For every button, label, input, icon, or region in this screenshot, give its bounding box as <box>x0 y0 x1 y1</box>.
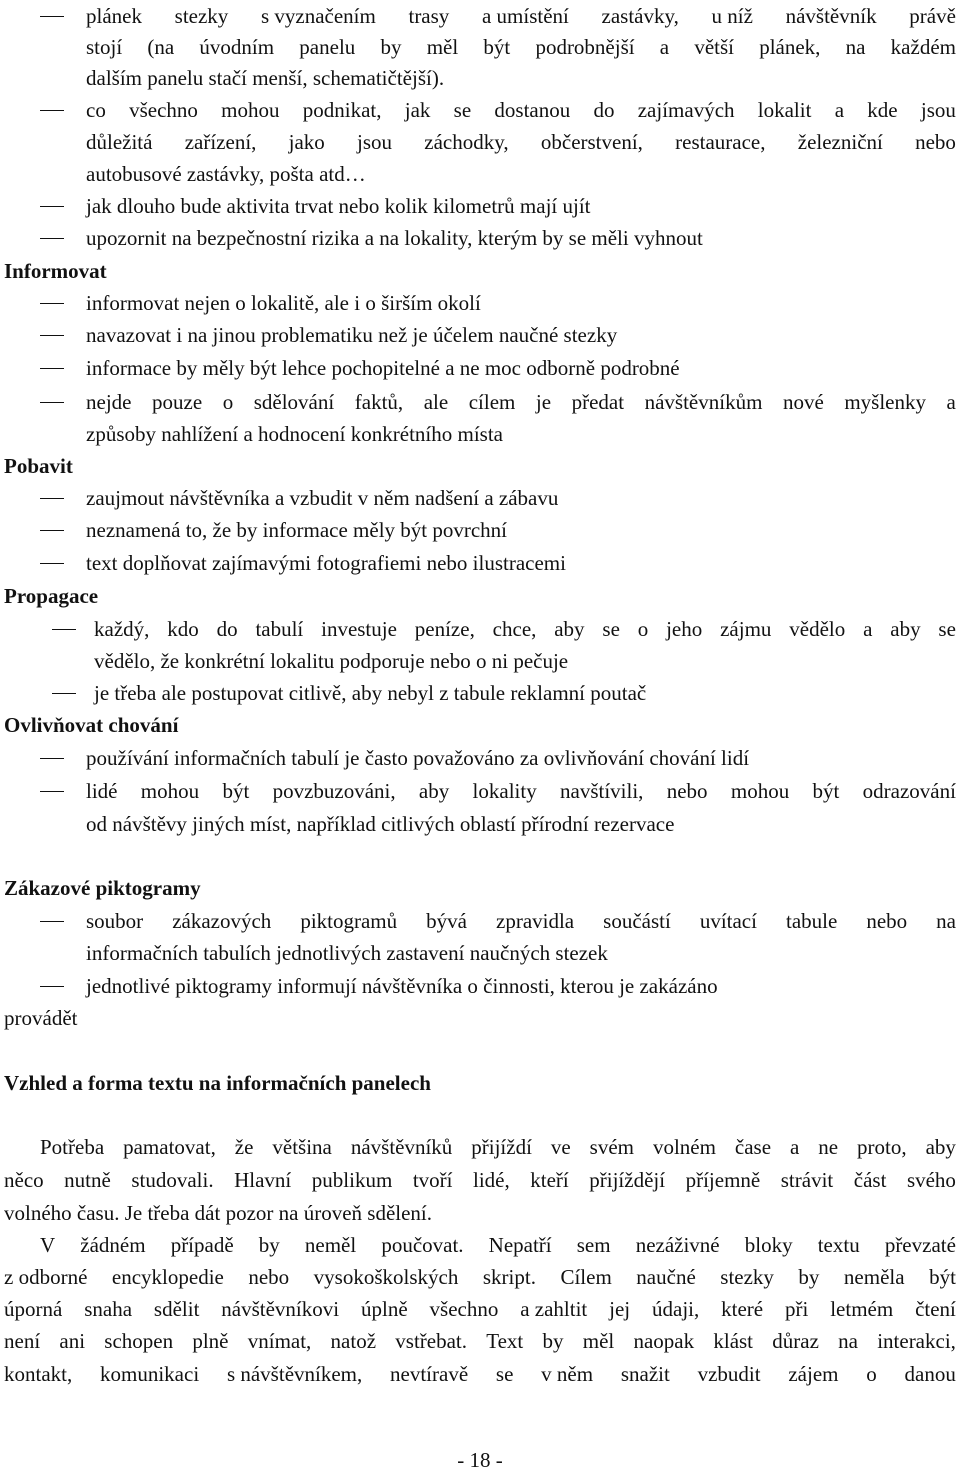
word: být <box>483 35 511 59</box>
word: (na <box>147 35 175 59</box>
word: něco <box>4 1168 44 1192</box>
word: bývá <box>426 909 467 933</box>
justified-line <box>94 613 956 645</box>
word: jej <box>609 1297 631 1321</box>
list-item-text: jak dlouho bude aktivita trvat nebo kolik kilometrů mají ujít <box>86 194 591 218</box>
word: kde <box>867 98 898 122</box>
word: nebo <box>915 130 956 154</box>
word: povzbuzováni, <box>272 779 396 803</box>
word: z odborné <box>4 1265 88 1289</box>
list-item-text: text doplňovat zajímavými fotografiemi nebo ilustracemi <box>86 551 566 575</box>
word: podrobnější <box>535 35 635 59</box>
dash-bullet-icon <box>40 970 64 1002</box>
paragraph-line <box>0 1261 960 1293</box>
list-item <box>0 677 960 709</box>
dash-bullet-icon <box>40 94 64 126</box>
word: zajímavých <box>637 98 735 122</box>
word: stezky <box>174 4 229 28</box>
word: lokalit <box>757 98 812 122</box>
word: Cílem <box>560 1265 612 1289</box>
paragraph-text: volného času. Je třeba dát pozor na úroveň sdělení. <box>4 1201 433 1225</box>
word: komunikaci <box>100 1362 200 1386</box>
word: zákazových <box>172 909 272 933</box>
word: jsou <box>357 130 393 154</box>
justified-line <box>86 386 956 418</box>
word: stojí <box>86 35 123 59</box>
word: myšlenky <box>844 390 926 414</box>
list-item-continuation <box>0 808 960 840</box>
word: a <box>834 98 845 122</box>
word: skript. <box>482 1265 536 1289</box>
word: o <box>637 617 649 641</box>
word: nezáživné <box>635 1233 720 1257</box>
word: je <box>535 390 552 414</box>
list-item-text: informovat nejen o lokalitě, ale i o širším okolí <box>86 291 481 315</box>
list-item <box>0 222 960 254</box>
word: na <box>838 1329 858 1353</box>
dash-bullet-icon <box>40 514 64 546</box>
word: neměl <box>304 1233 357 1257</box>
word: soubor <box>86 909 144 933</box>
list-item-text: od návštěvy jiných míst, například citlivých oblastí přírodní rezervace <box>86 812 675 836</box>
word: zájmu <box>720 617 772 641</box>
list-item-continuation <box>0 62 960 94</box>
list-item-text: dalším panelu stačí menší, schematičtější). <box>86 66 445 90</box>
list-item-text: upozornit na bezpečnostní rizika a na lokality, kterým by se měli vyhnout <box>86 226 703 250</box>
word: uvítací <box>699 909 757 933</box>
word: neměla <box>843 1265 905 1289</box>
list-item <box>0 547 960 579</box>
word: jsou <box>920 98 956 122</box>
dash-bullet-icon <box>40 0 64 32</box>
paragraph-line <box>0 1293 960 1325</box>
word: do <box>593 98 615 122</box>
word: Hlavní <box>234 1168 292 1192</box>
word: návštěvníkům <box>644 390 763 414</box>
word: natož <box>330 1329 377 1353</box>
list-item-text: způsoby nahlížení a hodnocení konkrétního místa <box>86 422 503 446</box>
word: ve <box>550 1135 571 1159</box>
section-heading <box>0 580 960 612</box>
list-item <box>0 0 960 32</box>
list-item <box>0 94 960 126</box>
word: údaji, <box>652 1297 700 1321</box>
word: být <box>222 779 250 803</box>
page-number: - 18 - <box>457 1448 503 1472</box>
word: dostanou <box>494 98 571 122</box>
word: tabule <box>785 909 838 933</box>
word: není <box>4 1329 41 1353</box>
word: zpravidla <box>496 909 575 933</box>
list-item <box>0 970 960 1002</box>
section-heading <box>0 450 960 482</box>
word: část <box>853 1168 887 1192</box>
dash-bullet-icon <box>40 905 64 937</box>
dash-bullet-icon <box>52 677 76 709</box>
word: aby <box>418 779 450 803</box>
justified-line <box>86 94 956 126</box>
justified-line <box>86 775 956 807</box>
dash-bullet-icon <box>40 222 64 254</box>
justified-line <box>4 1261 956 1293</box>
section-heading <box>0 255 960 287</box>
section-heading <box>0 709 960 741</box>
word: svého <box>906 1168 956 1192</box>
word: lidé, <box>473 1168 510 1192</box>
heading-ovlivnovat: Ovlivňovat chování <box>4 713 179 737</box>
justified-line <box>4 1293 956 1325</box>
word: poučovat. <box>381 1233 464 1257</box>
word: úvodním <box>199 35 275 59</box>
dash-bullet-icon <box>40 386 64 418</box>
word: vědělo <box>789 617 846 641</box>
word: snaha <box>84 1297 133 1321</box>
word: se <box>938 617 956 641</box>
dash-bullet-icon <box>40 319 64 351</box>
word: vstřebat. <box>395 1329 467 1353</box>
word: o <box>222 390 234 414</box>
word: cílem <box>468 390 516 414</box>
word: a <box>789 1135 800 1159</box>
word: do <box>216 617 238 641</box>
word: faktů, <box>354 390 404 414</box>
list-item <box>0 482 960 514</box>
word: být <box>929 1265 956 1289</box>
word: vysokoškolských <box>313 1265 459 1289</box>
word: V <box>40 1233 56 1257</box>
list-item-continuation <box>0 937 960 969</box>
word: naučné <box>636 1265 696 1289</box>
list-item-text: je třeba ale postupovat citlivě, aby nebyl z tabule reklamní poutač <box>94 681 647 705</box>
word: mohou <box>140 779 200 803</box>
word: občerstvení, <box>540 130 643 154</box>
word: větší <box>694 35 734 59</box>
word: nebo <box>666 779 708 803</box>
section-heading <box>0 1067 960 1099</box>
word: ani <box>59 1329 86 1353</box>
word: studovali. <box>131 1168 214 1192</box>
heading-pobavit: Pobavit <box>4 454 73 478</box>
word: se <box>495 1362 514 1386</box>
word: kontakt, <box>4 1362 73 1386</box>
list-item-text: informace by měly být lehce pochopitelné a ne moc odborně podrobné <box>86 356 680 380</box>
word: úplně <box>360 1297 408 1321</box>
word: klást <box>713 1329 754 1353</box>
heading-vzhled-a-forma: Vzhled a forma textu na informačních panelech <box>4 1071 431 1095</box>
word: čtení <box>915 1297 956 1321</box>
word: interakci, <box>877 1329 956 1353</box>
word: chce, <box>492 617 537 641</box>
list-item-continuation <box>0 645 960 677</box>
list-item-text: zaujmout návštěvníka a vzbudit v něm nadšení a zábavu <box>86 486 559 510</box>
word: právě <box>909 4 956 28</box>
word: ale <box>423 390 449 414</box>
paragraph-line <box>0 1131 960 1163</box>
heading-informovat: Informovat <box>4 259 107 283</box>
word: co <box>86 98 106 122</box>
dash-bullet-icon <box>40 742 64 774</box>
paragraph-line <box>0 1164 960 1196</box>
word: nevtíravě <box>390 1362 469 1386</box>
dash-bullet-icon <box>40 190 64 222</box>
paragraph-line <box>0 1325 960 1357</box>
word: úporná <box>4 1297 63 1321</box>
word: přijíždí <box>471 1135 532 1159</box>
list-item-text: vědělo, že konkrétní lokalitu podporuje nebo o ni pečuje <box>94 649 569 673</box>
word: pouze <box>152 390 203 414</box>
word: by <box>798 1265 820 1289</box>
word: případě <box>170 1233 234 1257</box>
word: lokality <box>472 779 537 803</box>
word: návštěvníků <box>350 1135 453 1159</box>
word: tabulí <box>255 617 304 641</box>
word: publikum <box>311 1168 393 1192</box>
justified-line <box>4 1358 956 1390</box>
word: letmém <box>830 1297 894 1321</box>
list-item-text: neznamená to, že by informace měly být povrchní <box>86 518 508 542</box>
word: být <box>812 779 840 803</box>
word: aby <box>890 617 921 641</box>
word: při <box>785 1297 809 1321</box>
word: aby <box>925 1135 956 1159</box>
list-item-text: navazovat i na jinou problematiku než je účelem naučné stezky <box>86 323 618 347</box>
word: strávit <box>780 1168 834 1192</box>
word: měl <box>582 1329 615 1353</box>
word: každý, <box>94 617 150 641</box>
list-item <box>0 613 960 645</box>
list-item <box>0 352 960 384</box>
word: ne <box>818 1135 839 1159</box>
list-item-text: jednotlivé piktogramy informují návštěvníka o činnosti, kterou je zakázáno <box>86 974 718 998</box>
word: příjemně <box>685 1168 761 1192</box>
word: a umístění <box>481 4 569 28</box>
word: součástí <box>603 909 671 933</box>
word: že <box>234 1135 254 1159</box>
dash-bullet-icon <box>40 352 64 384</box>
word: sem <box>576 1233 611 1257</box>
list-item <box>0 287 960 319</box>
list-item <box>0 905 960 937</box>
word: by <box>542 1329 564 1353</box>
word: předat <box>571 390 625 414</box>
list-item-continuation <box>0 1002 960 1034</box>
word: danou <box>904 1362 956 1386</box>
list-item-continuation <box>0 31 960 63</box>
list-item <box>0 775 960 807</box>
word: Potřeba <box>40 1135 105 1159</box>
word: s návštěvníkem, <box>226 1362 363 1386</box>
section-heading <box>0 872 960 904</box>
word: převzaté <box>884 1233 956 1257</box>
word: nebo <box>248 1265 290 1289</box>
word: které <box>721 1297 764 1321</box>
word: aby <box>554 617 585 641</box>
word: návštěvníkovi <box>221 1297 340 1321</box>
dash-bullet-icon <box>40 287 64 319</box>
word: všechno <box>429 1297 499 1321</box>
word: důraz <box>772 1329 819 1353</box>
word: Nepatří <box>488 1233 552 1257</box>
justified-line <box>4 1325 956 1357</box>
word: encyklopedie <box>111 1265 224 1289</box>
list-item-continuation <box>0 418 960 450</box>
word: a <box>946 390 956 414</box>
word: textu <box>817 1233 860 1257</box>
list-item <box>0 386 960 418</box>
word: volném <box>652 1135 716 1159</box>
word: o <box>866 1362 877 1386</box>
word: u níž <box>711 4 753 28</box>
word: tvoří <box>412 1168 453 1192</box>
word: nové <box>782 390 824 414</box>
word: kdo <box>167 617 199 641</box>
word: piktogramů <box>300 909 398 933</box>
word: mohou <box>221 98 280 122</box>
word: zařízení, <box>184 130 257 154</box>
dash-bullet-icon <box>52 613 76 645</box>
word: plánek, <box>759 35 821 59</box>
justified-line <box>86 126 956 158</box>
list-item <box>0 514 960 546</box>
word: čase <box>734 1135 772 1159</box>
word: s vyznačením <box>260 4 376 28</box>
word: každém <box>890 35 956 59</box>
word: zastávky, <box>601 4 679 28</box>
word: se <box>602 617 620 641</box>
word: svém <box>589 1135 634 1159</box>
word: jak <box>404 98 431 122</box>
dash-bullet-icon <box>40 775 64 807</box>
list-item-continuation <box>0 126 960 158</box>
word: Text <box>486 1329 524 1353</box>
list-item-text: používání informačních tabulí je často považováno za ovlivňování chování lidí <box>86 746 750 770</box>
word: bloky <box>744 1233 793 1257</box>
word: všechno <box>129 98 198 122</box>
word: peníze, <box>414 617 475 641</box>
word: přijíždějí <box>589 1168 666 1192</box>
word: stezky <box>720 1265 774 1289</box>
word: schopen <box>104 1329 174 1353</box>
word: by <box>258 1233 280 1257</box>
word: trasy <box>408 4 450 28</box>
word: plně <box>192 1329 229 1353</box>
word: a zahltit <box>520 1297 588 1321</box>
word: kteří <box>530 1168 569 1192</box>
list-item-text: provádět <box>4 1006 78 1030</box>
word: panelu <box>299 35 356 59</box>
heading-propagace: Propagace <box>4 584 99 608</box>
word: v něm <box>541 1362 594 1386</box>
word: důležitá <box>86 130 153 154</box>
word: nutně <box>64 1168 111 1192</box>
justified-line <box>86 905 956 937</box>
list-item <box>0 190 960 222</box>
word: sdělování <box>253 390 335 414</box>
word: a <box>863 617 873 641</box>
justified-line <box>4 1164 956 1196</box>
word: odrazování <box>862 779 956 803</box>
justified-line <box>86 31 956 63</box>
word: naopak <box>633 1329 695 1353</box>
word: na <box>845 35 866 59</box>
list-item-text: informačních tabulích jednotlivých zastavení naučných stezek <box>86 941 608 965</box>
word: záchodky, <box>424 130 509 154</box>
word: železniční <box>797 130 883 154</box>
dash-bullet-icon <box>40 547 64 579</box>
word: investuje <box>321 617 397 641</box>
word: vzbudit <box>697 1362 761 1386</box>
word: jeho <box>666 617 703 641</box>
word: proto, <box>857 1135 907 1159</box>
word: nejde <box>86 390 132 414</box>
list-item <box>0 742 960 774</box>
word: navštívili, <box>560 779 644 803</box>
word: lidé <box>86 779 118 803</box>
list-item-text: autobusové zastávky, pošta atd… <box>86 162 366 186</box>
word: by <box>380 35 402 59</box>
word: sdělit <box>153 1297 200 1321</box>
word: žádném <box>80 1233 146 1257</box>
justified-line <box>86 0 956 32</box>
word: jako <box>288 130 325 154</box>
word: vnímat, <box>247 1329 312 1353</box>
word: většina <box>272 1135 332 1159</box>
heading-zakazove-piktogramy: Zákazové piktogramy <box>4 876 201 900</box>
justified-line <box>40 1131 956 1163</box>
word: mohou <box>730 779 790 803</box>
list-item <box>0 319 960 351</box>
justified-line <box>40 1229 956 1261</box>
paragraph-line <box>0 1197 960 1229</box>
word: měl <box>426 35 459 59</box>
word: na <box>936 909 956 933</box>
word: se <box>453 98 472 122</box>
word: nebo <box>866 909 908 933</box>
paragraph-line <box>0 1358 960 1390</box>
word: snažit <box>620 1362 670 1386</box>
list-item-continuation <box>0 158 960 190</box>
word: restaurace, <box>675 130 766 154</box>
word: zájem <box>788 1362 839 1386</box>
word: plánek <box>86 4 142 28</box>
word: pamatovat, <box>123 1135 216 1159</box>
word: podnikat, <box>302 98 382 122</box>
dash-bullet-icon <box>40 482 64 514</box>
word: návštěvník <box>785 4 877 28</box>
word: a <box>659 35 670 59</box>
paragraph-line <box>0 1229 960 1261</box>
